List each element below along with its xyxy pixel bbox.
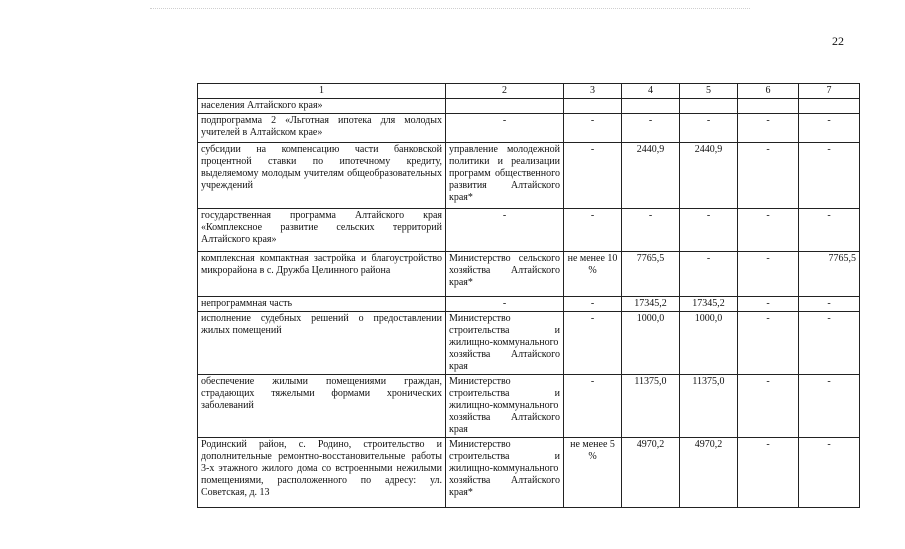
row-value-cell (738, 99, 799, 114)
row-description-cell: государственная программа Алтайского края «Комплексное развитие сельских территорий Алтайского края» (198, 209, 446, 252)
row-value-cell: не менее 5 % (564, 438, 622, 508)
row-value-cell: 17345,2 (680, 297, 738, 312)
row-description-cell: Родинский район, с. Родино, строительство и дополнительные ремонтно-восстановительные работы 3-х этажного жилого дома со встроенными нежилыми помещениями, расположенного по адресу: ул. Советская, д. 13 (198, 438, 446, 508)
row-value-cell: - (799, 143, 860, 209)
row-value-cell: - (564, 297, 622, 312)
row-executor-cell: Министерство строительства и жилищно-коммунального хозяйства Алтайского края* (446, 438, 564, 508)
row-description-cell: исполнение судебных решений о предоставлении жилых помещений (198, 312, 446, 375)
row-value-cell: - (738, 375, 799, 438)
row-value-cell: - (564, 312, 622, 375)
row-value-cell (799, 99, 860, 114)
row-value-cell (622, 99, 680, 114)
table-row (198, 209, 860, 252)
header-cell: 7 (799, 84, 860, 99)
row-value-cell: 2440,9 (622, 143, 680, 209)
row-value-cell: - (680, 114, 738, 143)
row-value-cell (564, 99, 622, 114)
header-cell: 3 (564, 84, 622, 99)
row-value-cell: 17345,2 (622, 297, 680, 312)
row-value-cell: - (622, 209, 680, 252)
row-description-cell: обеспечение жилыми помещениями граждан, страдающих тяжелыми формами хронических заболеваний (198, 375, 446, 438)
row-value-cell: 2440,9 (680, 143, 738, 209)
table-row (198, 297, 860, 312)
row-executor-cell: управление молодежной политики и реализации программ общественного развития Алтайского края* (446, 143, 564, 209)
row-value-cell: 4970,2 (680, 438, 738, 508)
header-cell: 1 (198, 84, 446, 99)
row-description-cell: комплексная компактная застройка и благоустройство микрорайона в с. Дружба Целинного района (198, 252, 446, 297)
table-row (198, 312, 860, 375)
row-value-cell: - (680, 252, 738, 297)
row-value-cell: - (738, 209, 799, 252)
row-executor-cell: Министерство сельского хозяйства Алтайского края* (446, 252, 564, 297)
table-header-row (198, 84, 860, 99)
table-row (198, 143, 860, 209)
row-value-cell: 1000,0 (680, 312, 738, 375)
row-value-cell: 4970,2 (622, 438, 680, 508)
row-value-cell: 11375,0 (680, 375, 738, 438)
page-number: 22 (832, 34, 844, 48)
row-value-cell: - (738, 312, 799, 375)
row-value-cell: - (564, 375, 622, 438)
row-value-cell: 11375,0 (622, 375, 680, 438)
row-value-cell: - (799, 375, 860, 438)
header-cell: 6 (738, 84, 799, 99)
row-executor-cell: Министерство строительства и жилищно-коммунального хозяйства Алтайского края (446, 375, 564, 438)
row-value-cell: - (799, 312, 860, 375)
row-value-cell: - (738, 143, 799, 209)
table-row (198, 99, 860, 114)
row-value-cell: - (738, 252, 799, 297)
row-description-cell: субсидии на компенсацию части банковской процентной ставки по ипотечному кредиту, выделяемому молодым учителям общеобразовательных учреждений (198, 143, 446, 209)
row-value-cell (680, 99, 738, 114)
row-description-cell: непрограммная часть (198, 297, 446, 312)
row-value-cell: - (738, 297, 799, 312)
row-value-cell: - (799, 297, 860, 312)
row-executor-cell: - (446, 114, 564, 143)
row-value-cell: - (564, 209, 622, 252)
document-table (197, 83, 860, 508)
table-row (198, 114, 860, 143)
header-cell: 2 (446, 84, 564, 99)
row-executor-cell: Министерство строительства и жилищно-коммунального хозяйства Алтайского края (446, 312, 564, 375)
scan-artifact-line (150, 8, 750, 9)
table-row (198, 252, 860, 297)
header-cell: 5 (680, 84, 738, 99)
row-value-cell: - (680, 209, 738, 252)
row-value-cell: не менее 10 % (564, 252, 622, 297)
row-executor-cell: - (446, 209, 564, 252)
row-value-cell: - (738, 438, 799, 508)
row-value-cell: - (799, 114, 860, 143)
row-value-cell: - (622, 114, 680, 143)
row-executor-cell (446, 99, 564, 114)
header-cell: 4 (622, 84, 680, 99)
row-value-cell: - (799, 438, 860, 508)
table-row (198, 375, 860, 438)
row-value-cell: - (799, 209, 860, 252)
row-value-cell: - (564, 143, 622, 209)
row-description-cell: населения Алтайского края» (198, 99, 446, 114)
table-row (198, 438, 860, 508)
row-executor-cell: - (446, 297, 564, 312)
row-value-cell: 7765,5 (622, 252, 680, 297)
row-value-cell: - (564, 114, 622, 143)
row-value-cell: 1000,0 (622, 312, 680, 375)
row-value-cell: 7765,5 (799, 252, 860, 297)
row-value-cell: - (738, 114, 799, 143)
row-description-cell: подпрограмма 2 «Льготная ипотека для молодых учителей в Алтайском крае» (198, 114, 446, 143)
